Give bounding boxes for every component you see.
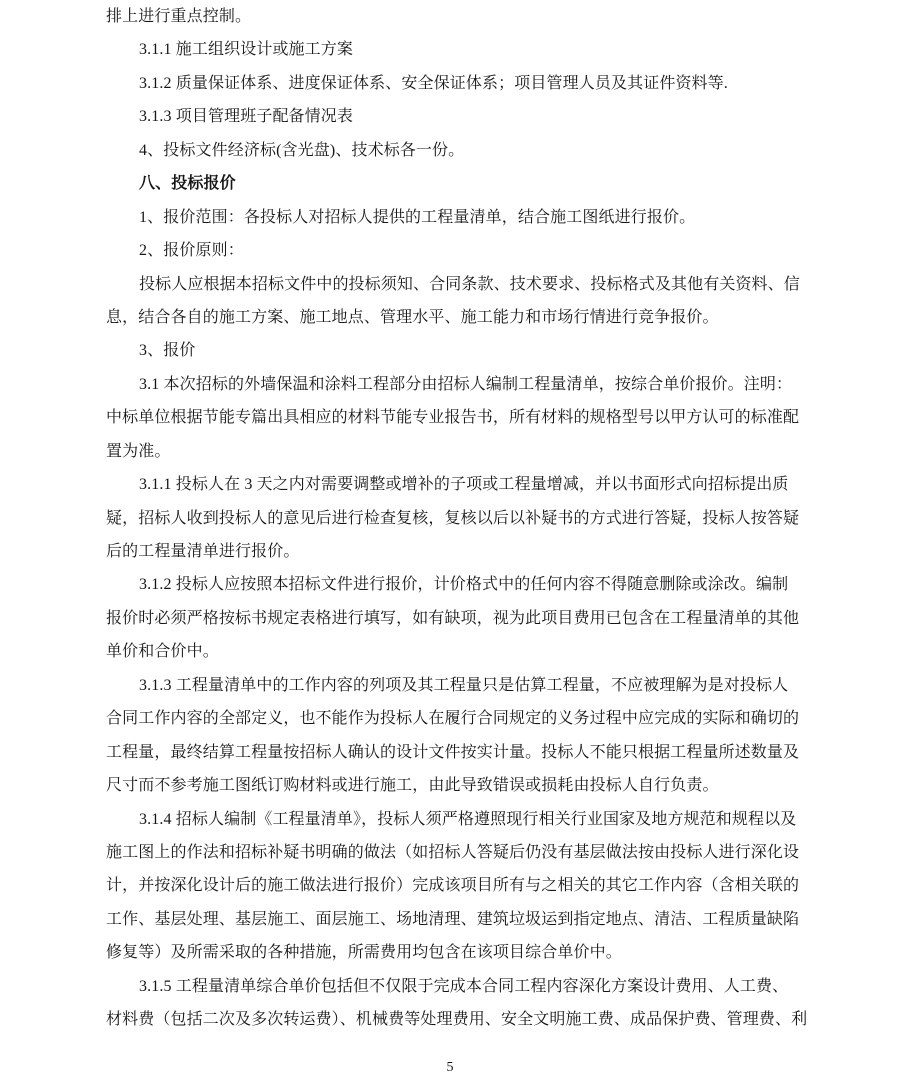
list-item: 3、报价 (139, 342, 196, 360)
paragraph-line: 3.1.2 投标人应按照本招标文件进行报价，计价格式中的任何内容不得随意删除或涂改。编制 (139, 576, 789, 594)
paragraph-line: 尺寸而不参考施工图纸订购材料或进行施工，由此导致错误或损耗由投标人自行负责。 (106, 777, 719, 795)
paragraph-line: 报价时必须严格按标书规定表格进行填写，如有缺项，视为此项目费用已包含在工程量清单的其他 (106, 609, 800, 627)
paragraph-line: 修复等）及所需采取的各种措施，所需费用均包含在该项目综合单价中。 (106, 944, 622, 962)
paragraph-line: 投标人应根据本招标文件中的投标须知、合同条款、技术要求、投标格式及其他有关资料、信 (139, 275, 800, 293)
paragraph-line: 置为准。 (106, 442, 171, 460)
paragraph-line: 息，结合各自的施工方案、施工地点、管理水平、施工能力和市场行情进行竞争报价。 (106, 308, 719, 326)
page-number: 5 (446, 1060, 454, 1075)
paragraph-line: 3.1.1 投标人在 3 天之内对需要调整或增补的子项或工程量增减，并以书面形式向招标提出质 (139, 476, 789, 494)
paragraph-line: 合同工作内容的全部定义，也不能作为投标人在履行合同规定的义务过程中应完成的实际和确切的 (106, 710, 800, 728)
list-item: 2、报价原则： (139, 242, 244, 260)
list-item: 3.1.2 质量保证体系、进度保证体系、安全保证体系；项目管理人员及其证件资料等. (139, 74, 728, 92)
paragraph-line: 工程量，最终结算工程量按招标人确认的设计文件按实计量。投标人不能只根据工程量所述数量及 (106, 743, 800, 761)
paragraph-line: 单价和合价中。 (106, 643, 219, 661)
paragraph-line: 3.1.4 招标人编制《工程量清单》，投标人须严格遵照现行相关行业国家及地方规范和规程以及 (139, 810, 797, 828)
paragraph-line: 计，并按深化设计后的施工做法进行报价）完成该项目所有与之相关的其它工作内容（含相关联的 (106, 877, 800, 895)
paragraph-line: 工作、基层处理、基层施工、面层施工、场地清理、建筑垃圾运到指定地点、清洁、工程质量缺陷 (106, 910, 800, 928)
paragraph-line: 3.1.3 工程量清单中的工作内容的列项及其工程量只是估算工程量，不应被理解为是对投标人 (139, 676, 789, 694)
paragraph-line: 中标单位根据节能专篇出具相应的材料节能专业报告书，所有材料的规格型号以甲方认可的标准配 (106, 409, 800, 427)
text-line: 排上进行重点控制。 (106, 8, 252, 25)
paragraph-line: 3.1 本次招标的外墙保温和涂料工程部分由招标人编制工程量清单，按综合单价报价。注明： (139, 375, 793, 393)
list-item: 1、报价范围：各投标人对招标人提供的工程量清单，结合施工图纸进行报价。 (139, 208, 696, 226)
list-item: 3.1.1 施工组织设计或施工方案 (139, 41, 354, 59)
section-heading: 八、投标报价 (139, 175, 236, 193)
document-content (106, 0, 808, 1037)
list-item: 4、投标文件经济标(含光盘)、技术标各一份。 (139, 141, 465, 159)
paragraph-line: 3.1.5 工程量清单综合单价包括但不仅限于完成本合同工程内容深化方案设计费用、人工费、 (139, 977, 789, 995)
paragraph-line: 后的工程量清单进行报价。 (106, 543, 300, 560)
list-item: 3.1.3 项目管理班子配备情况表 (139, 108, 354, 126)
paragraph-line: 材料费（包括二次及多次转运费）、机械费等处理费用、安全文明施工费、成品保护费、管理费、利 (106, 1011, 808, 1029)
paragraph-line: 施工图上的作法和招标补疑书明确的做法（如招标人答疑后仍没有基层做法按由投标人进行深化设 (106, 843, 800, 861)
paragraph-line: 疑，招标人收到投标人的意见后进行检查复核，复核以后以补疑书的方式进行答疑，投标人按答疑 (106, 509, 800, 527)
